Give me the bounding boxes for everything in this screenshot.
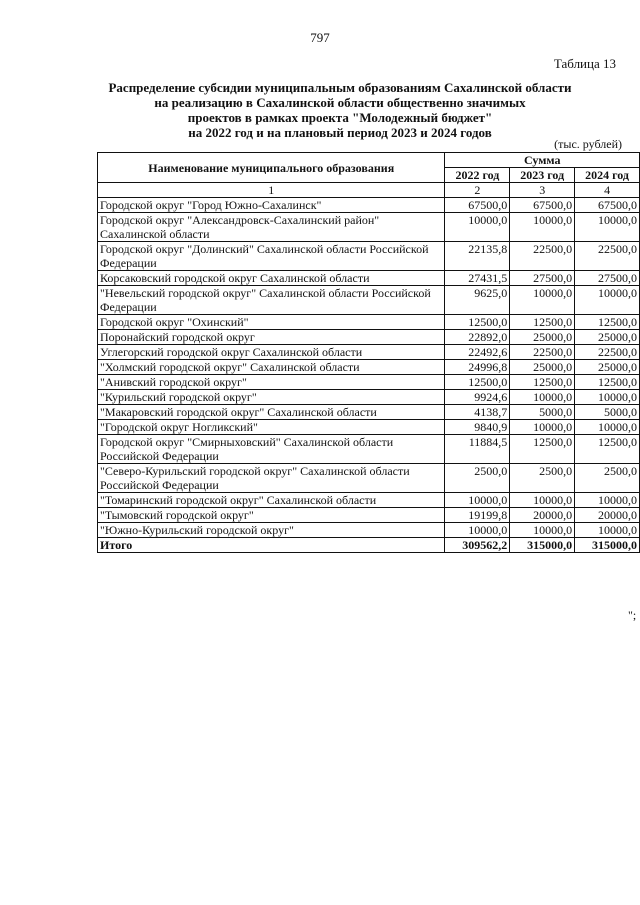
value-2024: 25000,0 xyxy=(575,330,640,345)
value-2022: 9625,0 xyxy=(445,286,510,315)
header-year-2023: 2023 год xyxy=(510,168,575,183)
value-2023: 25000,0 xyxy=(510,330,575,345)
value-2023: 10000,0 xyxy=(510,213,575,242)
value-2022: 9840,9 xyxy=(445,420,510,435)
municipality-name: Углегорский городской округ Сахалинской области xyxy=(98,345,445,360)
value-2024: 67500,0 xyxy=(575,198,640,213)
municipality-name: "Южно-Курильский городской округ" xyxy=(98,523,445,538)
value-2022: 10000,0 xyxy=(445,493,510,508)
table-row xyxy=(98,242,640,271)
column-number: 3 xyxy=(510,183,575,198)
municipality-name: Городской округ "Долинский" Сахалинской области Российской Федерации xyxy=(98,242,445,271)
total-2024: 315000,0 xyxy=(575,538,640,553)
table-row xyxy=(98,493,640,508)
value-2024: 10000,0 xyxy=(575,390,640,405)
subsidy-table xyxy=(97,152,640,553)
column-number: 2 xyxy=(445,183,510,198)
value-2023: 67500,0 xyxy=(510,198,575,213)
value-2024: 12500,0 xyxy=(575,375,640,390)
value-2022: 11884,5 xyxy=(445,435,510,464)
value-2023: 10000,0 xyxy=(510,286,575,315)
table-row xyxy=(98,375,640,390)
title-line: Распределение субсидии муниципальным образованиям Сахалинской области xyxy=(108,80,572,95)
value-2023: 12500,0 xyxy=(510,315,575,330)
value-2024: 10000,0 xyxy=(575,493,640,508)
municipality-name: "Макаровский городской округ" Сахалинской области xyxy=(98,405,445,420)
value-2023: 20000,0 xyxy=(510,508,575,523)
value-2022: 67500,0 xyxy=(445,198,510,213)
table-row xyxy=(98,508,640,523)
value-2024: 12500,0 xyxy=(575,435,640,464)
value-2022: 2500,0 xyxy=(445,464,510,493)
header-name: Наименование муниципального образования xyxy=(98,153,445,183)
value-2023: 27500,0 xyxy=(510,271,575,286)
total-label: Итого xyxy=(98,538,445,553)
value-2024: 2500,0 xyxy=(575,464,640,493)
total-2023: 315000,0 xyxy=(510,538,575,553)
table-row xyxy=(98,345,640,360)
municipality-name: "Анивский городской округ" xyxy=(98,375,445,390)
table-row xyxy=(98,330,640,345)
value-2024: 10000,0 xyxy=(575,420,640,435)
municipality-name: Городской округ "Александровск-Сахалинский район" Сахалинской области xyxy=(98,213,445,242)
municipality-name: "Холмский городской округ" Сахалинской области xyxy=(98,360,445,375)
value-2023: 12500,0 xyxy=(510,375,575,390)
value-2023: 10000,0 xyxy=(510,420,575,435)
municipality-name: Поронайский городской округ xyxy=(98,330,445,345)
value-2024: 10000,0 xyxy=(575,523,640,538)
value-2023: 12500,0 xyxy=(510,435,575,464)
municipality-name: "Северо-Курильский городской округ" Сахалинской области Российской Федерации xyxy=(98,464,445,493)
table-row xyxy=(98,315,640,330)
header-year-2024: 2024 год xyxy=(575,168,640,183)
municipality-name: "Курильский городской округ" xyxy=(98,390,445,405)
value-2024: 5000,0 xyxy=(575,405,640,420)
value-2024: 12500,0 xyxy=(575,315,640,330)
table-body xyxy=(98,198,640,538)
value-2022: 12500,0 xyxy=(445,315,510,330)
table-row xyxy=(98,286,640,315)
value-2023: 10000,0 xyxy=(510,390,575,405)
value-2022: 22492,6 xyxy=(445,345,510,360)
column-number: 4 xyxy=(575,183,640,198)
municipality-name: "Невельский городской округ" Сахалинской области Российской Федерации xyxy=(98,286,445,315)
value-2023: 10000,0 xyxy=(510,493,575,508)
value-2023: 5000,0 xyxy=(510,405,575,420)
value-2024: 10000,0 xyxy=(575,213,640,242)
value-2023: 25000,0 xyxy=(510,360,575,375)
value-2023: 22500,0 xyxy=(510,242,575,271)
table-row xyxy=(98,523,640,538)
value-2022: 10000,0 xyxy=(445,213,510,242)
value-2024: 27500,0 xyxy=(575,271,640,286)
table-row xyxy=(98,435,640,464)
value-2022: 24996,8 xyxy=(445,360,510,375)
total-2022: 309562,2 xyxy=(445,538,510,553)
value-2022: 4138,7 xyxy=(445,405,510,420)
municipality-name: "Томаринский городской округ" Сахалинской области xyxy=(98,493,445,508)
municipality-name: Корсаковский городской округ Сахалинской области xyxy=(98,271,445,286)
table-row xyxy=(98,464,640,493)
value-2023: 2500,0 xyxy=(510,464,575,493)
municipality-name: Городской округ "Город Южно-Сахалинск" xyxy=(98,198,445,213)
table-row xyxy=(98,271,640,286)
value-2022: 10000,0 xyxy=(445,523,510,538)
value-2024: 22500,0 xyxy=(575,345,640,360)
municipality-name: Городской округ "Смирныховский" Сахалинской области Российской Федерации xyxy=(98,435,445,464)
table-row xyxy=(98,405,640,420)
value-2023: 10000,0 xyxy=(510,523,575,538)
value-2022: 12500,0 xyxy=(445,375,510,390)
title-line: на реализацию в Сахалинской области общественно значимых xyxy=(154,95,526,110)
value-2022: 22892,0 xyxy=(445,330,510,345)
header-sum: Сумма xyxy=(445,153,640,168)
title-line: проектов в рамках проекта "Молодежный бюджет" xyxy=(187,110,493,125)
header-year-2022: 2022 год xyxy=(445,168,510,183)
units-label: (тыс. рублей) xyxy=(554,137,622,151)
total-row xyxy=(98,538,640,553)
table-row xyxy=(98,420,640,435)
municipality-name: "Городской округ Ногликский" xyxy=(98,420,445,435)
table-row xyxy=(98,390,640,405)
page-number: 797 xyxy=(310,30,330,45)
table-row xyxy=(98,213,640,242)
column-number: 1 xyxy=(98,183,445,198)
value-2024: 22500,0 xyxy=(575,242,640,271)
value-2024: 25000,0 xyxy=(575,360,640,375)
municipality-name: Городской округ "Охинский" xyxy=(98,315,445,330)
closing-quote-mark: "; xyxy=(628,608,637,622)
value-2024: 20000,0 xyxy=(575,508,640,523)
value-2023: 22500,0 xyxy=(510,345,575,360)
value-2022: 19199,8 xyxy=(445,508,510,523)
municipality-name: "Тымовский городской округ" xyxy=(98,508,445,523)
value-2022: 22135,8 xyxy=(445,242,510,271)
table-label: Таблица 13 xyxy=(553,56,616,71)
value-2022: 27431,5 xyxy=(445,271,510,286)
value-2024: 10000,0 xyxy=(575,286,640,315)
table-row xyxy=(98,360,640,375)
value-2022: 9924,6 xyxy=(445,390,510,405)
table-row xyxy=(98,198,640,213)
title-line: на 2022 год и на плановый период 2023 и 2024 годов xyxy=(188,125,492,140)
document-title xyxy=(40,80,640,140)
